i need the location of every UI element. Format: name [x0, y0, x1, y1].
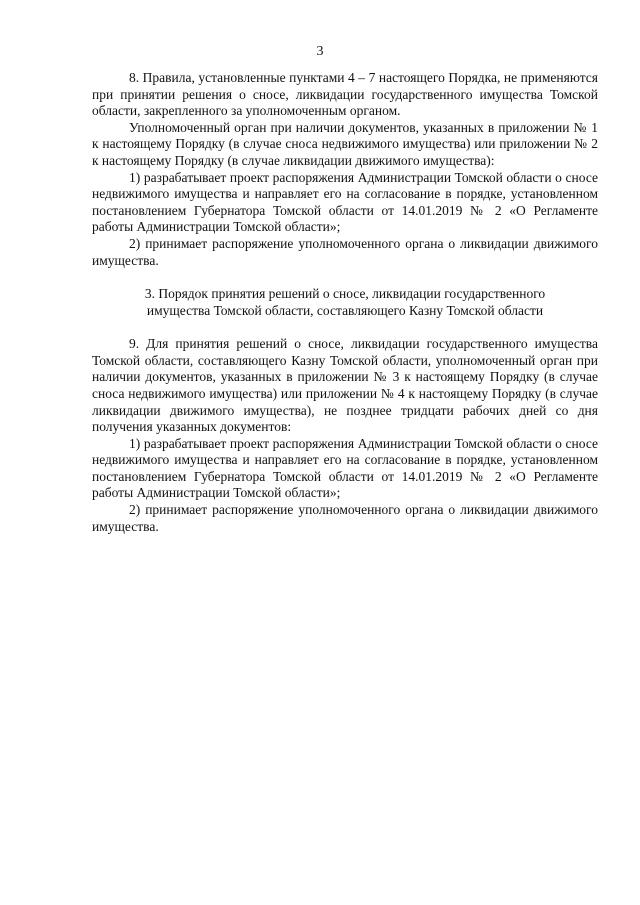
paragraph-8-item-1: 1) разрабатывает проект распоряжения Администрации Томской области о сносе недвижимого имущества и направляет его на согласование в порядке, установленном постановлением Губернатора Томской области от 14.01.2019 № 2 «О Регламенте работы Администрации Томской области»;: [92, 169, 598, 235]
section-heading-line-1: 3. Порядок принятия решений о сносе, ликвидации государственного: [144, 286, 546, 302]
paragraph-9-item-2: 2) принимает распоряжение уполномоченного органа о ликвидации движимого имущества.: [92, 502, 598, 534]
section-heading-3: [92, 285, 598, 319]
paragraph-authorized-body: Уполномоченный орган при наличии документов, указанных в приложении № 1 к настоящему Порядку (в случае сноса недвижимого имущества) или приложении № 2 к настоящему Порядку (в случае ликвидации движимого имущества):: [92, 119, 598, 168]
page-number: 3: [316, 44, 324, 59]
document-body: [92, 70, 598, 535]
paragraph-8: 8. Правила, установленные пунктами 4 – 7 настоящего Порядка, не применяются при принятии решения о сносе, ликвидации государственного имущества Томской области, закрепленного за уполномоченным органом.: [92, 70, 598, 119]
section-heading-line-2: имущества Томской области, составляющего Казну Томской области: [146, 303, 544, 319]
paragraph-9: 9. Для принятия решений о сносе, ликвидации государственного имущества Томской области, составляющего Казну Томской области, уполномоченный орган при наличии документов, указанных в приложении № 3 к настоящему Порядку (в случае сноса недвижимого имущества) или приложении № 4 к настоящему Порядку (в случае ликвидации движимого имущества), не позднее тридцати рабочих дней со дня получения указанных документов:: [92, 336, 598, 435]
paragraph-8-item-2: 2) принимает распоряжение уполномоченного органа о ликвидации движимого имущества.: [92, 235, 598, 268]
paragraph-9-item-1: 1) разрабатывает проект распоряжения Администрации Томской области о сносе недвижимого имущества и направляет его на согласование в порядке, установленном постановлением Губернатора Томской области от 14.01.2019 № 2 «О Регламенте работы Администрации Томской области»;: [92, 435, 598, 501]
